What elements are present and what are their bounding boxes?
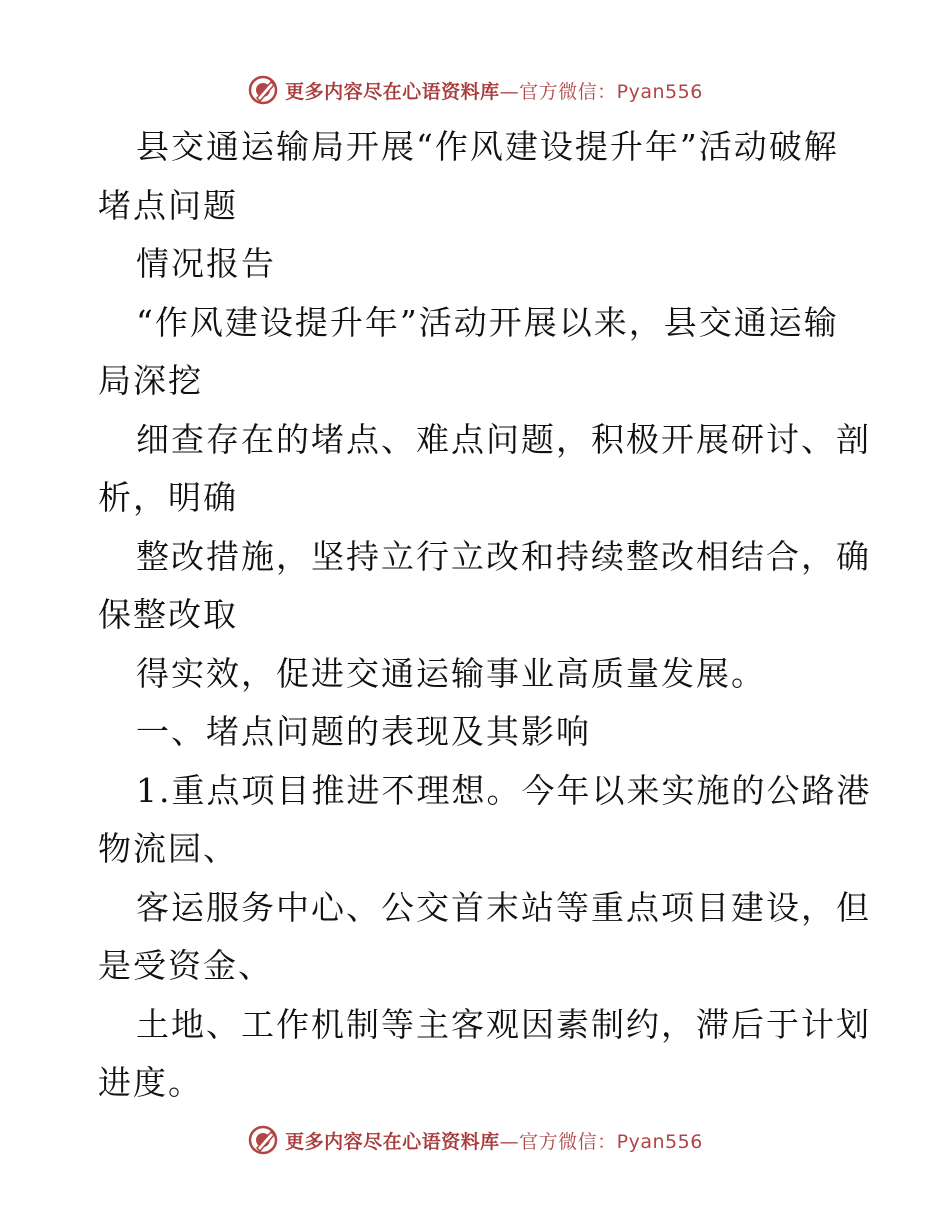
paragraph-line: 局深挖 bbox=[98, 361, 203, 400]
watermark-text-rest: —官方微信：Pyan556 bbox=[499, 80, 703, 103]
paragraph-line: 物流园、 bbox=[98, 829, 238, 868]
paragraph-line: 得实效，促进交通运输事业高质量发展。 bbox=[136, 653, 766, 693]
watermark-text bbox=[285, 77, 703, 104]
pen-logo-icon bbox=[247, 1124, 279, 1156]
pen-logo-icon bbox=[247, 74, 279, 106]
watermark-text-bold: 更多内容尽在心语资料库 bbox=[285, 80, 500, 103]
paragraph-line: 保整改取 bbox=[98, 595, 238, 634]
paragraph-line: 客运服务中心、公交首末站等重点项目建设，但 bbox=[136, 887, 871, 927]
paragraph-line: 细查存在的堵点、难点问题，积极开展研讨、剖 bbox=[136, 419, 871, 459]
watermark-text bbox=[285, 1127, 703, 1154]
title-line-2: 堵点问题 bbox=[98, 185, 238, 225]
paragraph-line: 是受资金、 bbox=[98, 946, 273, 985]
watermark-text-rest: —官方微信：Pyan556 bbox=[499, 1130, 703, 1153]
paragraph-line: 进度。 bbox=[98, 1063, 203, 1102]
paragraph-line: “作风建设提升年”活动开展以来，县交通运输 bbox=[136, 302, 839, 342]
watermark-footer bbox=[0, 1122, 950, 1158]
paragraph-line: 析，明确 bbox=[98, 478, 238, 517]
subtitle-line: 情况报告 bbox=[136, 244, 276, 283]
paragraph-line: 整改措施，坚持立行立改和持续整改相结合，确 bbox=[136, 536, 871, 576]
paragraph-line: 土地、工作机制等主客观因素制约，滞后于计划 bbox=[136, 1004, 871, 1044]
paragraph-line: 1.重点项目推进不理想。今年以来实施的公路港 bbox=[136, 770, 872, 810]
document-body bbox=[98, 118, 872, 1113]
section-heading: 一、堵点问题的表现及其影响 bbox=[136, 712, 591, 751]
title-line-1: 县交通运输局开展“作风建设提升年”活动破解 bbox=[136, 127, 839, 166]
watermark-text-bold: 更多内容尽在心语资料库 bbox=[285, 1130, 500, 1153]
watermark-header bbox=[0, 72, 950, 108]
